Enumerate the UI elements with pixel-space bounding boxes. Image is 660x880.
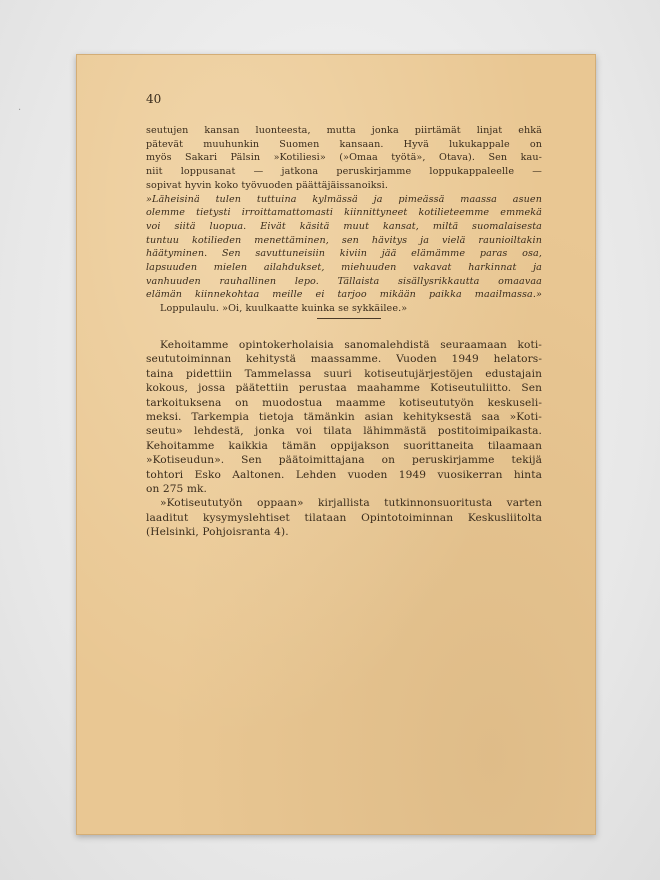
text-line: tohtori Esko Aaltonen. Lehden vuoden 1949 vuosikerran hinta — [146, 468, 542, 481]
text-line: meksi. Tarkempia tietoja tämänkin asian kehityksestä saa »Koti- — [146, 411, 542, 424]
text-line: taina pidettiin Tammelassa suuri kotiseutujärjestöjen edustajain — [146, 367, 542, 380]
text-line: tarkoituksena on muodostua maamme kotiseututyön keskuseli- — [146, 396, 542, 409]
text-line: on 275 mk. — [146, 483, 207, 496]
text-line: »Läheisinä tulen tuttuina kylmässä ja pimeässä maassa asuen — [146, 193, 542, 205]
text-line: niit loppusanat — jatkona peruskirjamme loppukappaleelle — — [146, 166, 542, 178]
text-line: laaditut kysymyslehtiset tilataan Opintotoiminnan Keskusliitolta — [146, 511, 542, 524]
text-line: voi siitä luopua. Eivät käsitä muut kansat, miltä suomalaisesta — [146, 220, 542, 232]
text-line: (Helsinki, Pohjoisranta 4). — [146, 526, 289, 539]
quotation-section — [146, 124, 542, 316]
text-line: lapsuuden mielen ailahdukset, miehuuden vakavat harkinnat ja — [146, 262, 542, 274]
text-line: »Kotiseututyön oppaan» kirjallista tutkinnonsuoritusta varten — [160, 497, 542, 510]
text-line: seutujen kansan luonteesta, mutta jonka piirtämät linjat ehkä — [146, 125, 542, 136]
text-line: kokous, jossa päätettiin perustaa maahamme Kotiseutuliitto. Sen — [146, 382, 542, 395]
text-line: olemme tietysti irroittamattomasti kiinnittyneet kotilieteemme emmekä — [146, 207, 542, 219]
text-line: myös Sakari Pälsin »Kotiliesi» (»Omaa työtä», Otava). Sen kau- — [146, 152, 542, 164]
section-divider — [317, 318, 381, 319]
text-line: häätyminen. Sen savuttuneisiin kiviin jää elämämme paras osa, — [146, 248, 542, 260]
text-line: Kehoitamme kaikkia tämän oppijakson suorittaneita tilaamaan — [146, 439, 542, 452]
text-line: vanhuuden rauhallinen lepo. Tällaista sisällysrikkautta omaavaa — [146, 275, 542, 287]
text-line: elämän kiinnekohtaa meille ei tarjoo mikään paikka maailmassa.» — [146, 289, 542, 301]
text-line: Loppulaulu. »Oi, kuulkaatte kuinka se sykkäilee.» — [160, 303, 408, 315]
page-number: 40 — [146, 92, 162, 106]
text-line: Kehoitamme opintokerholaisia sanomalehdistä seuraamaan koti- — [160, 339, 542, 351]
text-line: seutu» lehdestä, jonka voi tilata lähimmästä postitoimipaikasta. — [146, 425, 542, 438]
text-line: seututoiminnan kehitystä maassamme. Vuoden 1949 helators- — [146, 353, 542, 366]
text-line: »Kotiseudun». Sen päätoimittajana on peruskirjamme tekijä — [146, 454, 542, 467]
text-line: tuntuu kotilieden menettäminen, sen hävitys ja vielä raunioiltakin — [146, 234, 542, 246]
text-line: pätevät muuhunkin Suomen kansaan. Hyvä lukukappale on — [146, 138, 542, 150]
margin-mark: · — [18, 105, 22, 116]
recommendation-section — [146, 338, 542, 540]
text-line: sopivat hyvin koko työvuoden päättäjäissanoiksi. — [146, 179, 388, 191]
